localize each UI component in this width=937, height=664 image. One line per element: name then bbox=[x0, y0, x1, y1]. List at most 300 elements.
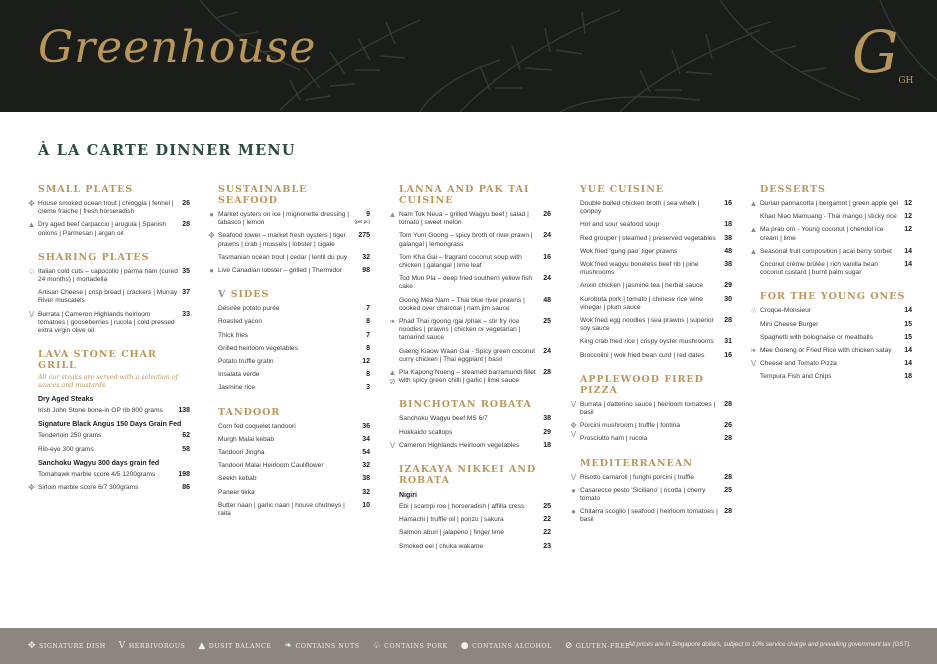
item-name: Anxin chicken | jasmine tea | herbal sauce bbox=[580, 282, 703, 290]
item-name: Kurobuta pork | tomato | chinese rice wine vinegar | plum sauce bbox=[580, 295, 703, 311]
item-name: Dry aged beef carpaccio | arugula | Spanish onions | Parmesan | argan oil bbox=[38, 221, 167, 237]
menu-item bbox=[218, 489, 370, 497]
menu-section bbox=[28, 349, 190, 493]
price-value: 38 bbox=[724, 234, 732, 242]
price-value: 14 bbox=[904, 247, 912, 255]
menu-item bbox=[399, 297, 551, 313]
price-value: 22 bbox=[543, 529, 551, 537]
menu-item bbox=[218, 305, 370, 313]
pork-icon: ♧ bbox=[27, 266, 36, 276]
item-name: Wok fried egg noodles | sea prawns | superior soy sauce bbox=[580, 317, 714, 333]
item-price bbox=[724, 338, 732, 346]
item-price bbox=[724, 200, 732, 208]
item-price bbox=[543, 369, 551, 377]
item-price bbox=[366, 318, 370, 326]
item-price bbox=[724, 435, 732, 443]
item-name: King crab fried rice | crispy oyster mushrooms bbox=[580, 338, 714, 346]
price-value: 28 bbox=[724, 508, 732, 516]
menu-item bbox=[760, 261, 912, 277]
price-value: 38 bbox=[543, 415, 551, 423]
legend-label: GLUTEN-FREE bbox=[575, 642, 631, 650]
price-value: 12 bbox=[904, 226, 912, 234]
price-value: 10 bbox=[362, 501, 370, 509]
menu-item bbox=[399, 275, 551, 291]
menu-item bbox=[750, 346, 912, 356]
menu-section bbox=[749, 184, 912, 277]
menu-item bbox=[399, 529, 551, 537]
price-value: 38 bbox=[724, 261, 732, 269]
alcohol-icon: ● bbox=[571, 485, 576, 495]
menu-section bbox=[208, 184, 370, 276]
item-price bbox=[362, 449, 370, 457]
subsection-title: Sanchoku Wagyu 300 days grain fed bbox=[38, 459, 160, 467]
item-price bbox=[182, 484, 190, 492]
herbivorous-icon: V bbox=[570, 472, 577, 482]
item-name: Phad Thai /goong /gai /phak – stir fry rice noodles | prawns | chicken or vegetarian | tamarind sauce bbox=[399, 318, 521, 342]
item-price bbox=[904, 307, 912, 315]
menu-column-2 bbox=[208, 184, 370, 532]
menu-item bbox=[580, 296, 732, 312]
section-title-text: IZAKAYA NIKKEI AND ROBATA bbox=[399, 464, 537, 487]
brand-logo: Greenhouse bbox=[38, 22, 317, 73]
menu-item bbox=[218, 502, 370, 518]
price-value: 86 bbox=[182, 484, 190, 492]
price-value: 28 bbox=[182, 221, 190, 229]
menu-section bbox=[580, 184, 732, 360]
item-price bbox=[724, 487, 732, 495]
item-name: Prosciutto ham | rucola bbox=[580, 435, 648, 443]
signature-icon: ✥ bbox=[28, 199, 35, 208]
item-price bbox=[366, 332, 370, 340]
price-value: 7 bbox=[366, 331, 370, 339]
section-title-text: LANNA AND PAK TAI CUISINE bbox=[399, 184, 530, 206]
item-price bbox=[904, 373, 912, 381]
item-name: Durian pannacotta | bergamot | green apple gel bbox=[760, 200, 898, 207]
pork-icon: ♧ bbox=[372, 641, 382, 651]
menu-item bbox=[749, 246, 912, 256]
price-value: 8 bbox=[366, 318, 370, 326]
item-price bbox=[543, 318, 551, 326]
item-price bbox=[724, 401, 732, 409]
price-value: 25 bbox=[543, 503, 551, 511]
menu-section bbox=[27, 184, 190, 238]
legend-item bbox=[28, 641, 106, 651]
section-title-text: APPLEWOOD FIRED PIZZA bbox=[580, 373, 704, 396]
item-name: Jasmine rice bbox=[218, 384, 256, 392]
item-price bbox=[543, 275, 551, 283]
menu-item bbox=[580, 352, 732, 360]
price-value: 26 bbox=[182, 200, 190, 207]
price-value: 36 bbox=[362, 422, 370, 430]
menu-column-3 bbox=[388, 184, 551, 565]
section-title-text: SMALL PLATES bbox=[38, 184, 134, 195]
item-price bbox=[358, 232, 370, 240]
price-value: 28 bbox=[724, 317, 732, 325]
item-price bbox=[543, 503, 551, 511]
price-value: 29 bbox=[724, 282, 732, 290]
menu-section bbox=[570, 457, 732, 525]
item-price bbox=[904, 321, 912, 329]
herbivorous-icon: V bbox=[218, 289, 231, 301]
price-value: 28 bbox=[724, 400, 732, 408]
price-value: 28 bbox=[543, 369, 551, 377]
item-price bbox=[182, 221, 190, 229]
item-name: Paneer tikka bbox=[218, 488, 255, 496]
price-value: 18 bbox=[543, 441, 551, 449]
section-title bbox=[218, 289, 370, 300]
signature-icon: ✥ bbox=[570, 421, 577, 431]
dusit-balance-icon: ▲ bbox=[749, 225, 758, 235]
menu-item bbox=[27, 266, 190, 284]
menu-item bbox=[38, 289, 190, 305]
price-value: 29 bbox=[543, 428, 551, 436]
item-price bbox=[354, 211, 370, 224]
price-value: 14 bbox=[904, 347, 912, 355]
price-value: 9 bbox=[366, 211, 370, 218]
section-title-text: TANDOOR bbox=[218, 406, 281, 418]
item-name: Croque-Monsieur bbox=[760, 307, 811, 315]
price-value: 16 bbox=[543, 253, 551, 261]
section-title bbox=[580, 374, 732, 396]
price-value: 48 bbox=[543, 296, 551, 304]
item-price bbox=[182, 200, 190, 208]
price-value: 31 bbox=[724, 338, 732, 346]
section-title bbox=[399, 184, 551, 206]
price-value: 32 bbox=[362, 462, 370, 470]
item-price bbox=[543, 348, 551, 356]
item-name: Seasonal fruit composition | acai berry sorbet bbox=[760, 247, 892, 255]
price-value: 23 bbox=[543, 542, 551, 550]
price-value: 15 bbox=[904, 320, 912, 328]
signature-icon: ✥ bbox=[28, 483, 35, 493]
menu-item bbox=[399, 348, 551, 364]
price-value: 16 bbox=[724, 351, 732, 359]
item-name: Risotto carnaroli | funghi porcini | truffle bbox=[580, 473, 694, 481]
menu-item bbox=[580, 317, 732, 333]
item-name: Rib-eye 300 grams bbox=[38, 445, 94, 453]
item-name: Tod Mun Pla – deep fried southern yellow fish cake bbox=[399, 275, 533, 291]
menu-item bbox=[218, 345, 370, 353]
legend-item bbox=[461, 641, 552, 651]
subsection-title: Dry Aged Steaks bbox=[38, 396, 94, 404]
item-name: Nam Tok Neua – grilled Wagyu beef | salad | tomato | sweet melon bbox=[399, 211, 529, 227]
menu-column-5 bbox=[749, 184, 912, 396]
item-name: Goong Mea Nam – Thai blue river prawns | cooked over charcoal | nam jim sauce bbox=[399, 296, 525, 312]
herbivorous-icon: V bbox=[389, 440, 396, 450]
item-name: Khao Niao Mamuang - Thai mango | sticky rice bbox=[760, 213, 897, 221]
price-value: 34 bbox=[362, 435, 370, 443]
menu-item bbox=[38, 432, 190, 440]
item-name: Smoked eel | chuka wakame bbox=[399, 542, 484, 550]
item-name: Sirloin marble score 6/7 300grams bbox=[38, 484, 139, 492]
item-price bbox=[904, 261, 912, 269]
section-title bbox=[760, 184, 912, 195]
section-title bbox=[38, 252, 190, 263]
price-value: 14 bbox=[904, 360, 912, 368]
menu-item bbox=[218, 462, 370, 470]
item-name: Potato truffle gratin bbox=[218, 358, 274, 366]
item-price bbox=[362, 436, 370, 444]
menu-section bbox=[570, 373, 732, 444]
price-value: 32 bbox=[362, 488, 370, 496]
menu-section bbox=[749, 291, 912, 381]
item-price bbox=[178, 407, 190, 415]
item-name: Seekh kebab bbox=[218, 475, 257, 483]
item-price bbox=[362, 254, 370, 262]
menu-item bbox=[760, 334, 912, 342]
item-price bbox=[543, 415, 551, 423]
item-name: Désirée potato purée bbox=[218, 305, 280, 313]
price-value: 28 bbox=[724, 473, 732, 481]
menu-item bbox=[570, 472, 732, 482]
dietary-legend bbox=[28, 641, 643, 651]
price-value: 48 bbox=[724, 247, 732, 255]
section-title bbox=[399, 399, 551, 410]
price-value: 24 bbox=[543, 275, 551, 283]
legend-item bbox=[284, 641, 359, 651]
item-name: Tomahawk marble score 4/5 1200grams bbox=[38, 470, 156, 478]
section-title-text: DESSERTS bbox=[760, 184, 826, 195]
item-name: Porcini mushroom | truffle | fontina bbox=[580, 422, 681, 430]
item-name: Grilled heirloom vegetables bbox=[218, 344, 298, 352]
item-price bbox=[543, 529, 551, 537]
item-name: Butter naan | garlic naan | house chutneys | raita bbox=[218, 501, 345, 518]
item-price bbox=[543, 429, 551, 437]
menu-item bbox=[580, 235, 732, 243]
item-name: Wok fried wagyu boneless beef rib | pine mushrooms bbox=[580, 261, 699, 277]
menu-item bbox=[389, 317, 551, 343]
legend-item bbox=[565, 641, 630, 651]
herbivorous-icon: V bbox=[750, 359, 757, 369]
menu-item bbox=[209, 210, 370, 227]
legend-label: CONTAINS PORK bbox=[384, 642, 448, 650]
legend-label: CONTAINS ALCOHOL bbox=[472, 642, 552, 650]
item-price bbox=[543, 297, 551, 305]
item-price bbox=[182, 432, 190, 440]
menu-section bbox=[389, 399, 551, 450]
menu-item bbox=[218, 423, 370, 431]
price-value: 22 bbox=[543, 516, 551, 524]
section-title bbox=[38, 184, 190, 195]
price-value: 14 bbox=[904, 261, 912, 269]
menu-item bbox=[580, 248, 732, 256]
menu-item bbox=[27, 220, 190, 237]
menu-item bbox=[218, 475, 370, 483]
section-title bbox=[218, 184, 370, 206]
menu-item bbox=[580, 200, 732, 216]
menu-column-1 bbox=[27, 184, 190, 506]
section-title bbox=[38, 349, 190, 371]
section-title bbox=[580, 458, 732, 469]
item-price bbox=[904, 226, 912, 234]
item-name: Seafood tower – market fresh oysters | tiger prawns | crab | mussels | lobster | cigale bbox=[218, 232, 346, 248]
menu-section bbox=[218, 289, 370, 392]
menu-item bbox=[28, 309, 190, 336]
price-value: 32 bbox=[362, 253, 370, 261]
item-name: Murgh Malai kebab bbox=[218, 435, 275, 443]
item-name: Live Canadian lobster – grilled | Thermidor bbox=[218, 267, 343, 275]
section-title-text: SIDES bbox=[230, 289, 270, 301]
menu-item bbox=[38, 407, 190, 415]
menu-item bbox=[749, 225, 912, 242]
item-price bbox=[362, 489, 370, 497]
menu-item bbox=[389, 440, 551, 450]
item-name: Ma prao orn - Young coconut | chendol ice cream | lime bbox=[760, 226, 884, 242]
alcohol-icon: ● bbox=[571, 507, 576, 517]
price-value: 24 bbox=[543, 232, 551, 240]
item-name: Spaghetti with bolognaise or meatballs bbox=[760, 333, 873, 341]
price-value: 12 bbox=[362, 358, 370, 366]
menu-item bbox=[749, 199, 912, 208]
price-value: 35 bbox=[182, 267, 190, 275]
legend-item bbox=[198, 641, 271, 651]
item-name: Artisan Cheese | crisp bread | crackers | Murray River muscatels bbox=[38, 289, 178, 305]
item-price bbox=[724, 248, 732, 256]
menu-item bbox=[760, 373, 912, 381]
section-title-text: SUSTAINABLE SEAFOOD bbox=[218, 184, 308, 206]
price-value: 3 bbox=[366, 384, 370, 392]
menu-item bbox=[209, 266, 370, 276]
menu-item bbox=[760, 213, 912, 221]
price-value: 15 bbox=[904, 333, 912, 341]
item-name: Red grouper | steamed | preserved vegetables bbox=[580, 234, 716, 242]
item-price bbox=[362, 475, 370, 483]
menu-item bbox=[580, 435, 732, 443]
menu-item bbox=[399, 415, 551, 423]
price-value: 8 bbox=[366, 344, 370, 352]
alcohol-icon: ● bbox=[460, 641, 470, 651]
menu-item bbox=[399, 503, 551, 511]
section-title-text: BINCHOTAN ROBATA bbox=[399, 399, 532, 411]
menu-item bbox=[208, 231, 370, 248]
menu-item bbox=[399, 516, 551, 524]
item-name: Burrata | datterino sauce | heirloom tomatoes | basil bbox=[580, 400, 716, 417]
item-price bbox=[182, 311, 190, 319]
menu-item bbox=[388, 368, 551, 387]
item-name: Chitarra scoglio | seafood | heirloom tomatoes | basil bbox=[580, 508, 718, 524]
menu-item bbox=[570, 399, 732, 417]
herbivorous-icon: V bbox=[570, 430, 577, 440]
price-value: 14 bbox=[904, 307, 912, 315]
menu-item bbox=[218, 449, 370, 457]
menu-item bbox=[218, 384, 370, 392]
menu-item bbox=[38, 471, 190, 479]
item-name: Sanchoku Wagyu beef MS 6/7 bbox=[399, 415, 488, 423]
price-value: 12 bbox=[904, 213, 912, 221]
menu-item bbox=[28, 483, 190, 493]
item-name: Market oysters on ice | mignonette dressing | tabasco | lemon bbox=[218, 211, 349, 227]
item-name: Tom Kha Gai – fragrant coconut soup with chicken | galangal | lime leaf bbox=[399, 253, 522, 270]
item-price bbox=[724, 296, 732, 304]
alcohol-icon: ● bbox=[209, 210, 214, 219]
menu-item bbox=[580, 221, 732, 229]
item-name: Wok fried 'gung pao' tiger prawns bbox=[580, 247, 678, 255]
item-name: Roasted yacon bbox=[218, 318, 262, 326]
item-name: Cheese and Tomato Pizza bbox=[760, 360, 837, 368]
menu-item bbox=[38, 446, 190, 454]
menu-section bbox=[218, 407, 370, 519]
menu-item bbox=[399, 254, 551, 270]
pork-icon: ♧ bbox=[749, 306, 758, 316]
item-name: House smoked ocean trout | chioggia | fennel | creme fraiche | fresh horseradish bbox=[38, 200, 174, 216]
price-value: 30 bbox=[724, 295, 732, 303]
item-price bbox=[724, 221, 732, 229]
item-name: Cameron Highlands Heirloom vegetables bbox=[399, 441, 520, 449]
item-price bbox=[543, 254, 551, 262]
item-name: Gaeng Kiaow Waan Gai - Spicy green coconut curry chicken | Thai eggplant | basil bbox=[399, 347, 536, 363]
price-value: 24 bbox=[543, 347, 551, 355]
item-name: Corn fed coquelet tandoori bbox=[218, 422, 296, 430]
page-title: À LA CARTE DINNER MENU bbox=[38, 142, 296, 159]
price-value: 18 bbox=[904, 373, 912, 381]
menu-section bbox=[388, 184, 551, 387]
item-name: Insalata verde bbox=[218, 371, 260, 379]
item-name: Irish John Stone bone-in OP rib 800 grams bbox=[38, 407, 163, 415]
menu-column-4 bbox=[570, 184, 732, 539]
item-name: Pla Kapong Nueng – steamed barramundi fillet with spicy green chilli | garlic | lime sauce bbox=[399, 369, 536, 385]
menu-item bbox=[580, 261, 732, 277]
menu-item bbox=[218, 371, 370, 379]
signature-icon: ✥ bbox=[208, 231, 215, 241]
menu-section bbox=[27, 251, 190, 335]
section-title-text: YUE CUISINE bbox=[580, 184, 665, 195]
section-title-text: SHARING PLATES bbox=[38, 251, 150, 263]
item-price bbox=[362, 423, 370, 431]
dusit-balance-icon: ▲ bbox=[749, 199, 758, 208]
menu-item bbox=[218, 436, 370, 444]
price-value: 58 bbox=[182, 445, 190, 453]
price-value: 275 bbox=[358, 232, 370, 240]
price-value: 26 bbox=[724, 422, 732, 430]
item-price bbox=[182, 268, 190, 276]
dusit-balance-icon: ▲ bbox=[749, 246, 758, 256]
herbivorous-icon: V bbox=[28, 309, 35, 319]
item-price bbox=[724, 352, 732, 360]
price-value: 26 bbox=[543, 211, 551, 218]
menu-item bbox=[218, 318, 370, 326]
menu-item bbox=[28, 199, 190, 216]
section-title-text: LAVA STONE CHAR GRILL bbox=[38, 349, 157, 372]
item-name: Hot and sour seafood soup bbox=[580, 221, 660, 229]
price-value: 7 bbox=[366, 305, 370, 313]
item-name: Tasmanian ocean trout | cedar | lentil du puy bbox=[218, 253, 348, 261]
footer-bar bbox=[0, 628, 937, 664]
item-name: Thick fries bbox=[218, 331, 249, 339]
item-price bbox=[904, 213, 912, 221]
item-price bbox=[366, 305, 370, 313]
item-price bbox=[724, 317, 732, 325]
item-price bbox=[178, 471, 190, 479]
item-price bbox=[543, 232, 551, 240]
signature-icon: ✥ bbox=[28, 641, 37, 651]
item-name: Tom Yum Goong – spicy broth of river prawn | galangal | lemongrass bbox=[399, 232, 533, 248]
section-title bbox=[760, 291, 912, 302]
item-name: Mini Cheese Burger bbox=[760, 320, 819, 328]
item-name: Ebi | scampi roe | horseradish | affilla cress bbox=[399, 503, 525, 511]
price-value: 18 bbox=[724, 221, 732, 229]
menu-item bbox=[218, 358, 370, 366]
header-banner bbox=[0, 0, 937, 112]
section-note: All our steaks are served with a selection of sauces and mustards bbox=[38, 374, 178, 390]
item-price bbox=[543, 442, 551, 450]
item-price bbox=[904, 334, 912, 342]
item-name: Tandoori Malai Heirloom Cauliflower bbox=[218, 462, 324, 470]
item-name: Hamachi | truffle oil | ponzu | sakura bbox=[399, 516, 504, 524]
subsection-title: Signature Black Angus 150 Days Grain Fed bbox=[38, 421, 182, 429]
herbivorous-icon: V bbox=[118, 641, 126, 651]
gluten-free-icon: ⊘ bbox=[564, 641, 573, 651]
item-price bbox=[362, 267, 370, 275]
